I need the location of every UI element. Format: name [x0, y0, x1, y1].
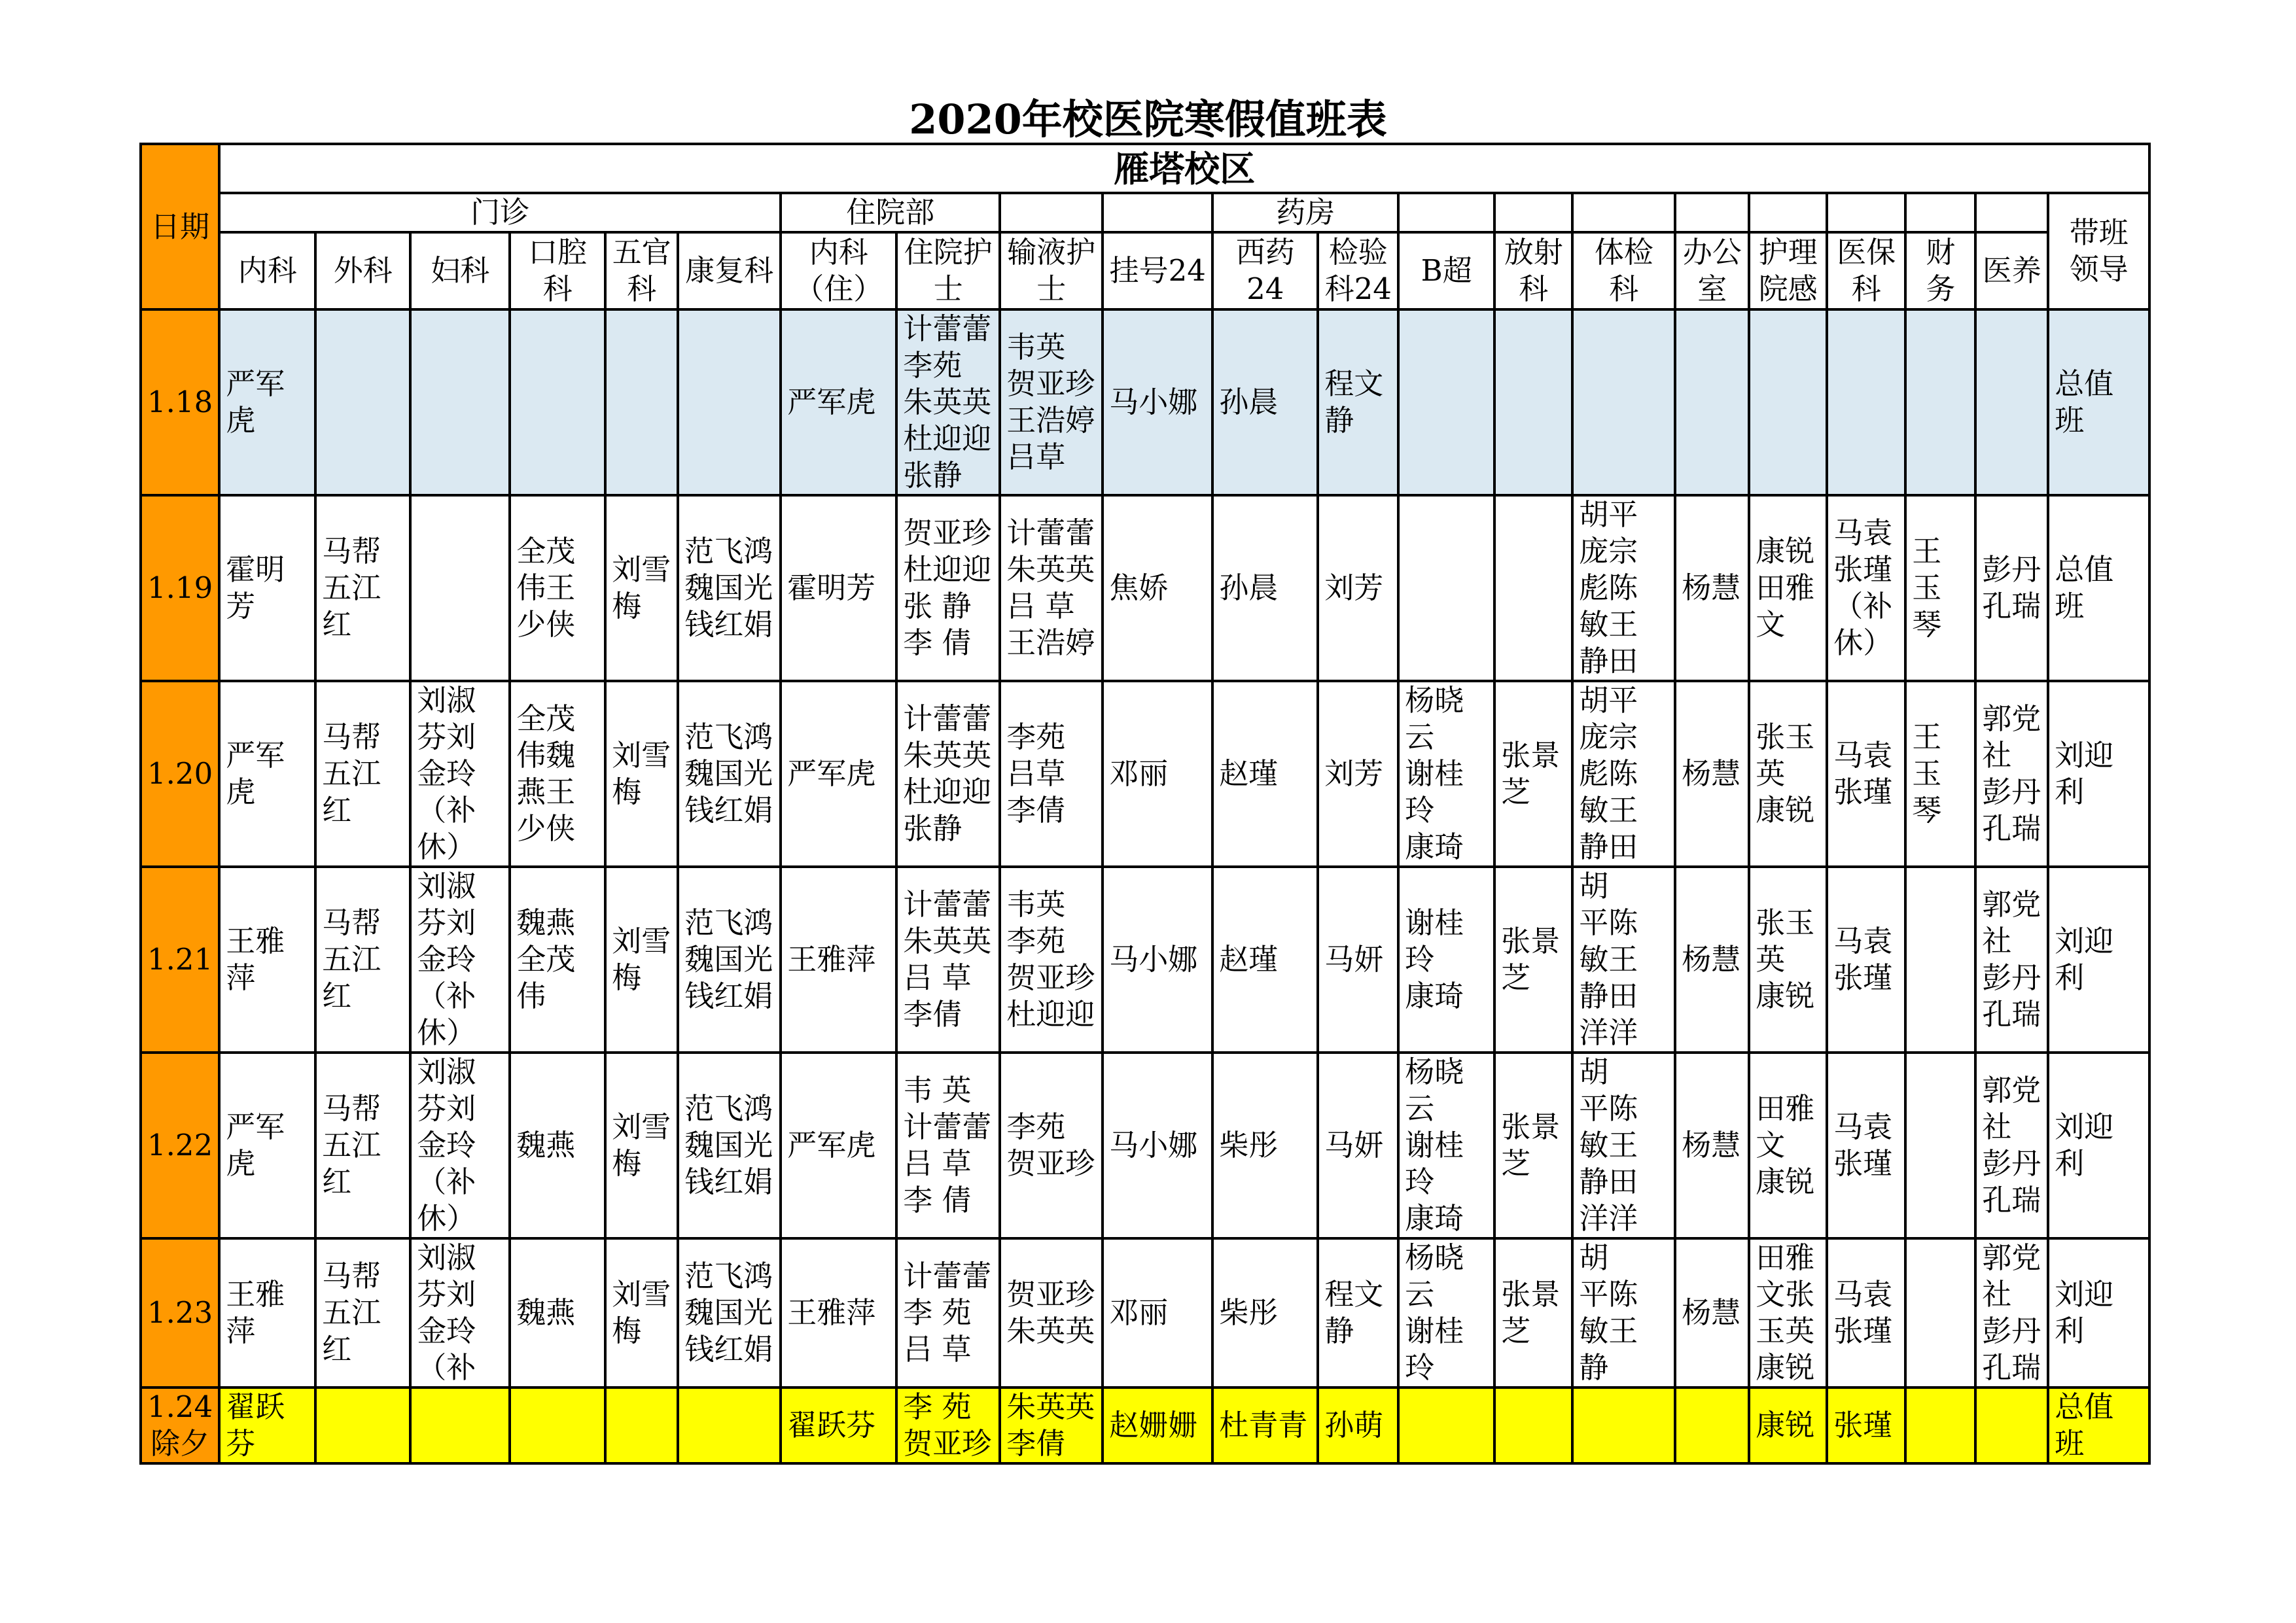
schedule-cell: 严军虎	[781, 309, 896, 495]
schedule-cell: 刘雪 梅	[605, 867, 678, 1053]
schedule-cell: 严军虎	[781, 1053, 896, 1238]
date-cell: 1.20	[141, 681, 219, 867]
schedule-cell: 刘雪 梅	[605, 681, 678, 867]
schedule-cell: 杨慧	[1675, 1053, 1749, 1238]
schedule-cell: 杨晓 云 谢桂 玲	[1398, 1238, 1494, 1387]
schedule-cell: 孙晨	[1212, 495, 1318, 681]
schedule-cell: 翟跃 芬	[219, 1387, 315, 1463]
table-row	[141, 681, 2149, 867]
department-header: 财 务	[1905, 232, 1975, 309]
department-header: 外科	[315, 232, 410, 309]
department-header: 检验 科24	[1318, 232, 1398, 309]
table-body	[141, 144, 2149, 1463]
schedule-cell: 总值 班	[2048, 309, 2149, 495]
schedule-cell: 韦英 贺亚珍 王浩婷 吕草	[1000, 309, 1103, 495]
schedule-cell: 刘淑 芬刘 金玲 （补 休）	[410, 681, 510, 867]
table-row	[141, 1387, 2149, 1463]
group-header-blank	[1975, 193, 2048, 232]
schedule-cell: 严军 虎	[219, 309, 315, 495]
department-header: 住院护 士	[896, 232, 1000, 309]
group-header-blank	[1675, 193, 1749, 232]
schedule-cell: 杨慧	[1675, 867, 1749, 1053]
schedule-cell: 朱英英 李倩	[1000, 1387, 1103, 1463]
schedule-cell	[1494, 495, 1572, 681]
schedule-cell: 邓丽	[1103, 1238, 1212, 1387]
department-header: 挂号24	[1103, 232, 1212, 309]
schedule-cell: 邓丽	[1103, 681, 1212, 867]
schedule-cell: 刘雪 梅	[605, 1238, 678, 1387]
schedule-cell: 范飞鸿 魏国光 钱红娟	[678, 1238, 781, 1387]
table-row	[141, 1053, 2149, 1238]
group-header-blank	[1398, 193, 1494, 232]
schedule-cell: 赵瑾	[1212, 681, 1318, 867]
schedule-cell: 王雅 萍	[219, 1238, 315, 1387]
date-column-header: 日期	[141, 144, 219, 309]
department-header: 办公 室	[1675, 232, 1749, 309]
schedule-cell: 贺亚珍 朱英英	[1000, 1238, 1103, 1387]
schedule-cell: 杨慧	[1675, 1238, 1749, 1387]
schedule-cell: 张瑾	[1827, 1387, 1905, 1463]
schedule-cell: 李苑 吕草 李倩	[1000, 681, 1103, 867]
schedule-cell	[1494, 309, 1572, 495]
schedule-cell: 魏燕 全茂 伟	[510, 867, 605, 1053]
schedule-cell: 柴彤	[1212, 1238, 1318, 1387]
department-header: 护理 院感	[1749, 232, 1827, 309]
schedule-cell: 马帮 五江 红	[315, 495, 410, 681]
schedule-cell: 总值 班	[2048, 1387, 2149, 1463]
schedule-cell: 王 玉 琴	[1905, 495, 1975, 681]
schedule-cell	[1905, 867, 1975, 1053]
schedule-cell: 计蕾蕾 朱英英 吕 草 李倩	[896, 867, 1000, 1053]
schedule-cell: 王雅 萍	[219, 867, 315, 1053]
schedule-cell: 马小娜	[1103, 1053, 1212, 1238]
department-header-row	[141, 232, 2149, 309]
department-header: 内科 （住）	[781, 232, 896, 309]
schedule-cell: 魏燕	[510, 1238, 605, 1387]
group-header-blank	[1905, 193, 1975, 232]
schedule-cell: 计蕾蕾 朱英英 杜迎迎 张静	[896, 681, 1000, 867]
schedule-cell: 康锐 田雅 文	[1749, 495, 1827, 681]
department-header: 带班 领导	[2048, 193, 2149, 309]
schedule-cell: 翟跃芬	[781, 1387, 896, 1463]
group-header-blank	[1000, 193, 1103, 232]
department-header: 康复科	[678, 232, 781, 309]
department-header: 输液护 士	[1000, 232, 1103, 309]
schedule-cell: 刘迎 利	[2048, 1238, 2149, 1387]
schedule-cell	[1675, 309, 1749, 495]
schedule-cell: 刘迎 利	[2048, 1053, 2149, 1238]
schedule-cell: 彭丹 孔瑞	[1975, 495, 2048, 681]
schedule-cell: 马袁 张瑾	[1827, 1053, 1905, 1238]
department-header: 口腔 科	[510, 232, 605, 309]
schedule-cell: 柴彤	[1212, 1053, 1318, 1238]
department-header: 妇科	[410, 232, 510, 309]
schedule-cell: 范飞鸿 魏国光 钱红娟	[678, 495, 781, 681]
schedule-cell: 康锐	[1749, 1387, 1827, 1463]
schedule-cell: 田雅 文 康锐	[1749, 1053, 1827, 1238]
schedule-cell: 胡平 庞宗 彪陈 敏王 静田	[1572, 495, 1675, 681]
schedule-cell: 贺亚珍 杜迎迎 张 静 李 倩	[896, 495, 1000, 681]
schedule-cell: 刘雪 梅	[605, 495, 678, 681]
schedule-cell: 胡 平陈 敏王 静田 洋洋	[1572, 1053, 1675, 1238]
campus-header: 雁塔校区	[219, 144, 2149, 193]
group-header-blank	[1827, 193, 1905, 232]
group-header-blank	[1572, 193, 1675, 232]
schedule-cell	[315, 309, 410, 495]
schedule-cell: 严军虎	[781, 681, 896, 867]
schedule-cell	[605, 1387, 678, 1463]
schedule-cell	[678, 309, 781, 495]
department-header: 西药24	[1212, 232, 1318, 309]
schedule-cell: 胡 平陈 敏王 静田 洋洋	[1572, 867, 1675, 1053]
schedule-cell: 马袁 张瑾 （补 休）	[1827, 495, 1905, 681]
schedule-cell	[1905, 1387, 1975, 1463]
schedule-cell: 郭党 社 彭丹 孔瑞	[1975, 1053, 2048, 1238]
schedule-cell: 刘雪 梅	[605, 1053, 678, 1238]
schedule-cell	[410, 309, 510, 495]
schedule-cell	[410, 1387, 510, 1463]
schedule-cell: 程文 静	[1318, 309, 1398, 495]
schedule-cell: 张景 芝	[1494, 681, 1572, 867]
schedule-cell	[678, 1387, 781, 1463]
schedule-cell	[315, 1387, 410, 1463]
schedule-cell	[1749, 309, 1827, 495]
schedule-cell: 魏燕	[510, 1053, 605, 1238]
schedule-cell: 严军 虎	[219, 1053, 315, 1238]
schedule-cell	[1975, 1387, 2048, 1463]
date-cell: 1.18	[141, 309, 219, 495]
schedule-cell: 程文 静	[1318, 1238, 1398, 1387]
schedule-cell	[410, 495, 510, 681]
department-header: 医保 科	[1827, 232, 1905, 309]
schedule-cell: 王雅萍	[781, 1238, 896, 1387]
schedule-cell: 范飞鸿 魏国光 钱红娟	[678, 681, 781, 867]
schedule-cell: 马帮 五江 红	[315, 1238, 410, 1387]
schedule-cell: 刘迎 利	[2048, 867, 2149, 1053]
schedule-cell: 谢桂 玲 康琦	[1398, 867, 1494, 1053]
schedule-cell: 计蕾蕾 李 苑 吕 草	[896, 1238, 1000, 1387]
table-row	[141, 867, 2149, 1053]
schedule-cell	[1975, 309, 2048, 495]
schedule-cell: 孙晨	[1212, 309, 1318, 495]
schedule-cell: 刘淑 芬刘 金玲 （补	[410, 1238, 510, 1387]
schedule-cell	[1905, 1238, 1975, 1387]
schedule-cell: 全茂 伟魏 燕王 少侠	[510, 681, 605, 867]
campus-header-row	[141, 144, 2149, 193]
group-header-row	[141, 193, 2149, 232]
schedule-cell: 马袁 张瑾	[1827, 867, 1905, 1053]
schedule-cell	[1398, 495, 1494, 681]
schedule-cell	[1398, 309, 1494, 495]
schedule-cell	[605, 309, 678, 495]
schedule-cell: 马妍	[1318, 1053, 1398, 1238]
schedule-cell: 杜青青	[1212, 1387, 1318, 1463]
schedule-cell: 郭党 社 彭丹 孔瑞	[1975, 681, 2048, 867]
schedule-cell: 杨慧	[1675, 495, 1749, 681]
schedule-cell: 杨晓 云 谢桂 玲 康琦	[1398, 681, 1494, 867]
department-header: 医养	[1975, 232, 2048, 309]
schedule-cell: 赵瑾	[1212, 867, 1318, 1053]
department-header: 放射 科	[1494, 232, 1572, 309]
table-row	[141, 1238, 2149, 1387]
date-cell: 1.24 除夕	[141, 1387, 219, 1463]
schedule-cell: 刘迎 利	[2048, 681, 2149, 867]
schedule-cell: 范飞鸿 魏国光 钱红娟	[678, 1053, 781, 1238]
schedule-cell: 张景 芝	[1494, 1238, 1572, 1387]
schedule-cell: 田雅 文张 玉英 康锐	[1749, 1238, 1827, 1387]
group-header-blank	[1749, 193, 1827, 232]
schedule-cell: 李 苑 贺亚珍	[896, 1387, 1000, 1463]
schedule-cell: 刘淑 芬刘 金玲 （补 休）	[410, 1053, 510, 1238]
group-header-pharmacy: 药房	[1212, 193, 1398, 232]
schedule-cell	[1905, 1053, 1975, 1238]
schedule-cell: 杨晓 云 谢桂 玲 康琦	[1398, 1053, 1494, 1238]
schedule-cell: 孙萌	[1318, 1387, 1398, 1463]
schedule-cell: 王雅萍	[781, 867, 896, 1053]
schedule-cell: 霍明 芳	[219, 495, 315, 681]
schedule-cell	[1572, 309, 1675, 495]
schedule-cell: 张玉 英 康锐	[1749, 681, 1827, 867]
schedule-cell	[1494, 1387, 1572, 1463]
schedule-cell: 杨慧	[1675, 681, 1749, 867]
department-header: 体检 科	[1572, 232, 1675, 309]
schedule-cell: 总值 班	[2048, 495, 2149, 681]
group-header-blank	[1103, 193, 1212, 232]
schedule-cell: 全茂 伟王 少侠	[510, 495, 605, 681]
schedule-cell: 刘淑 芬刘 金玲 （补 休）	[410, 867, 510, 1053]
schedule-cell: 韦 英 计蕾蕾 吕 草 李 倩	[896, 1053, 1000, 1238]
schedule-cell: 范飞鸿 魏国光 钱红娟	[678, 867, 781, 1053]
schedule-cell: 马妍	[1318, 867, 1398, 1053]
schedule-cell: 李苑 贺亚珍	[1000, 1053, 1103, 1238]
schedule-cell: 马帮 五江 红	[315, 681, 410, 867]
schedule-cell	[510, 1387, 605, 1463]
duty-schedule-table	[139, 143, 2151, 1465]
schedule-cell	[1398, 1387, 1494, 1463]
group-header-inpatient: 住院部	[781, 193, 1000, 232]
schedule-cell: 计蕾蕾 朱英英 吕 草 王浩婷	[1000, 495, 1103, 681]
department-header: B超	[1398, 232, 1494, 309]
schedule-cell: 计蕾蕾 李苑 朱英英 杜迎迎 张静	[896, 309, 1000, 495]
schedule-cell: 严军 虎	[219, 681, 315, 867]
schedule-cell: 马袁 张瑾	[1827, 681, 1905, 867]
schedule-cell: 郭党 社 彭丹 孔瑞	[1975, 867, 2048, 1053]
table-row	[141, 309, 2149, 495]
schedule-cell: 马小娜	[1103, 867, 1212, 1053]
schedule-cell: 马袁 张瑾	[1827, 1238, 1905, 1387]
schedule-cell: 马帮 五江 红	[315, 1053, 410, 1238]
date-cell: 1.19	[141, 495, 219, 681]
schedule-cell: 张玉 英 康锐	[1749, 867, 1827, 1053]
schedule-cell: 刘芳	[1318, 681, 1398, 867]
schedule-cell: 张景 芝	[1494, 1053, 1572, 1238]
schedule-cell: 郭党 社 彭丹 孔瑞	[1975, 1238, 2048, 1387]
schedule-cell: 韦英 李苑 贺亚珍 杜迎迎	[1000, 867, 1103, 1053]
page-title: 2020年校医院寒假值班表	[909, 96, 1387, 143]
group-header-clinic: 门诊	[219, 193, 781, 232]
group-header-blank	[1494, 193, 1572, 232]
schedule-cell	[1572, 1387, 1675, 1463]
schedule-cell: 胡 平陈 敏王 静	[1572, 1238, 1675, 1387]
date-cell: 1.23	[141, 1238, 219, 1387]
department-header: 五官 科	[605, 232, 678, 309]
schedule-cell	[510, 309, 605, 495]
date-cell: 1.21	[141, 867, 219, 1053]
schedule-cell: 王 玉 琴	[1905, 681, 1975, 867]
schedule-cell: 马小娜	[1103, 309, 1212, 495]
schedule-cell: 张景 芝	[1494, 867, 1572, 1053]
department-header: 内科	[219, 232, 315, 309]
schedule-cell	[1827, 309, 1905, 495]
schedule-cell: 赵姗姗	[1103, 1387, 1212, 1463]
schedule-cell: 胡平 庞宗 彪陈 敏王 静田	[1572, 681, 1675, 867]
schedule-cell: 焦娇	[1103, 495, 1212, 681]
schedule-cell: 马帮 五江 红	[315, 867, 410, 1053]
schedule-cell	[1675, 1387, 1749, 1463]
table-row	[141, 495, 2149, 681]
schedule-cell	[1905, 309, 1975, 495]
schedule-cell: 霍明芳	[781, 495, 896, 681]
date-cell: 1.22	[141, 1053, 219, 1238]
schedule-cell: 刘芳	[1318, 495, 1398, 681]
